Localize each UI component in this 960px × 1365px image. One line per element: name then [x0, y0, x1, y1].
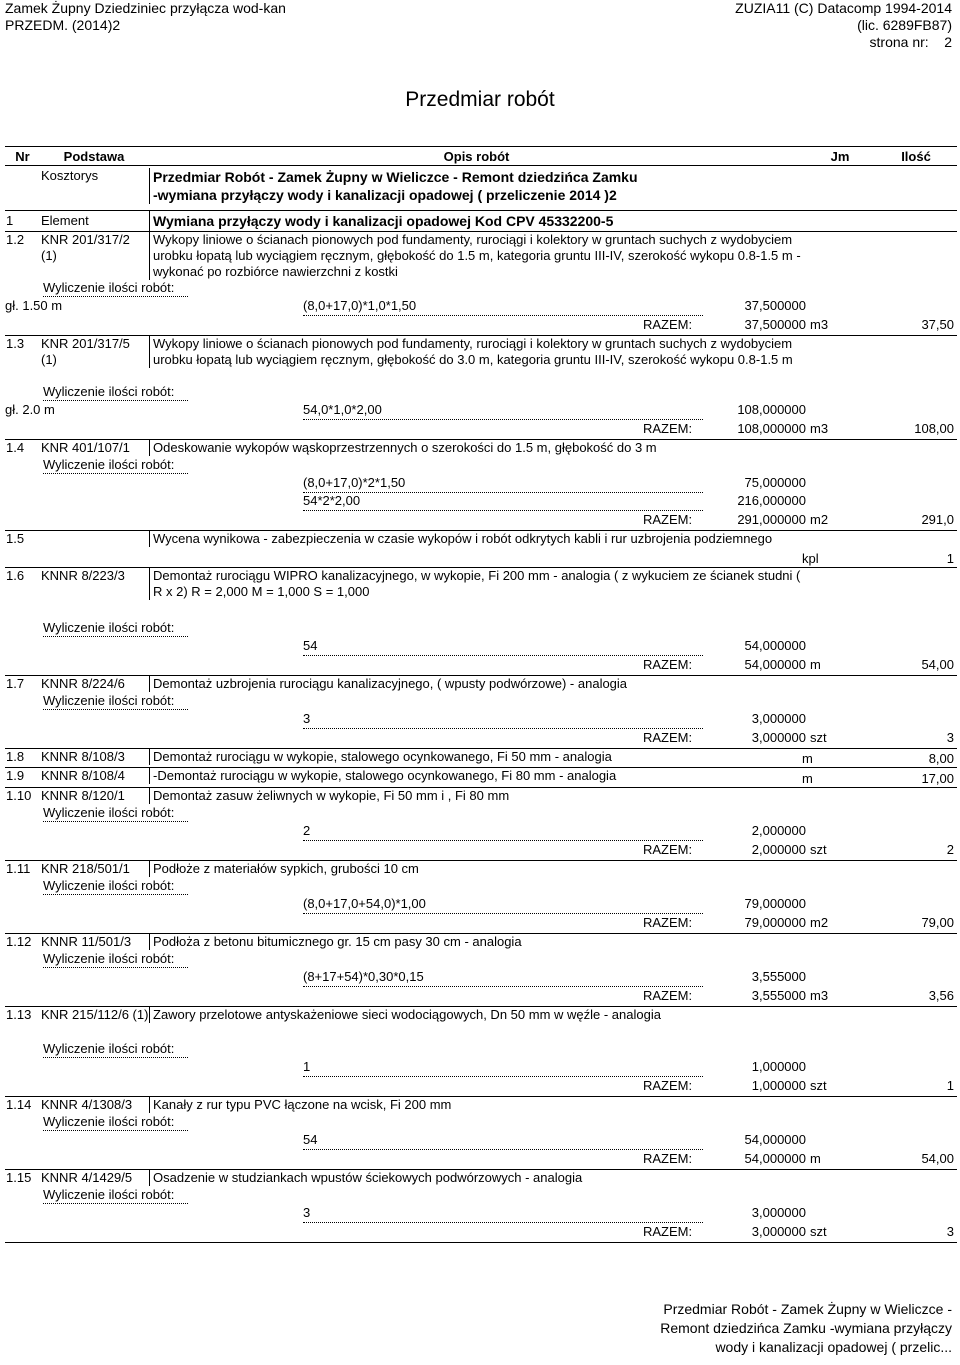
calc-line	[5, 1058, 957, 1076]
item-nr: 1.13	[6, 1007, 32, 1022]
col-ilosc: Ilość	[901, 148, 931, 164]
razem-ilosc: 3	[946, 730, 954, 745]
razem-row	[5, 315, 957, 335]
table-row	[5, 1170, 957, 1243]
calc-value: 79,000000	[744, 896, 806, 911]
razem-label: RAZEM:	[643, 421, 693, 436]
razem-label: RAZEM:	[643, 512, 693, 527]
item-opis: Demontaż zasuw żeliwnych w wykopie, Fi 50 mm i , Fi 80 mm	[149, 788, 802, 804]
item-opis: -Demontaż rurociągu w wykopie, stalowego ocynkowanego, Fi 80 mm - analogia	[149, 768, 802, 784]
calc-formula: (8+17+54)*0,30*0,15	[303, 968, 703, 987]
calc-label: Wyliczenie ilości robót:	[43, 805, 188, 822]
calc-line	[5, 297, 957, 315]
calc-formula: 1	[303, 1058, 703, 1077]
item-nr: 1.10	[6, 788, 32, 803]
calc-value: 108,000000	[737, 402, 806, 417]
item-ilosc: 8,00	[928, 751, 954, 766]
table-row	[5, 676, 957, 749]
calc-label: Wyliczenie ilości robót:	[43, 620, 188, 637]
page-title: Przedmiar robót	[405, 88, 555, 111]
calc-label: Wyliczenie ilości robót:	[43, 693, 188, 710]
calc-label: Wyliczenie ilości robót:	[43, 1041, 188, 1058]
table-row	[5, 1007, 957, 1097]
item-nr: 1.12	[6, 934, 32, 949]
razem-ilosc: 2	[946, 842, 954, 857]
item-opis: Wykopy liniowe o ścianach pionowych pod fundamenty, rurociągi i kolektory w gruntach suchych z wydobyciem urobku łopatą lub wyciągiem ręcznym, głębokość do 1.5 m, kategoria gruntu III-IV, szerokość wykopu 0.8-1.5 m - wykonać po rozbiórce nawierzchni z kostki	[149, 232, 802, 280]
footer-line-1: Przedmiar Robót - Zamek Żupny w Wieliczce -	[663, 1301, 952, 1317]
calc-value: 75,000000	[744, 475, 806, 490]
item-nr: 1.2	[6, 232, 25, 247]
table-row	[5, 232, 957, 336]
item-opis: Kanały z rur typu PVC łączone na wcisk, Fi 200 mm	[149, 1097, 802, 1113]
table-row	[5, 934, 957, 1007]
razem-row	[5, 728, 957, 748]
item-nr: 1.6	[6, 568, 25, 583]
razem-row	[5, 913, 957, 933]
item-opis: Demontaż rurociągu w wykopie, stalowego ocynkowanego, Fi 50 mm - analogia	[149, 749, 802, 765]
element-row	[5, 211, 957, 232]
razem-row	[5, 1076, 957, 1096]
col-podstawa: Podstawa	[63, 148, 125, 164]
kosztorys-label: Kosztorys	[41, 168, 99, 183]
table-row	[5, 568, 957, 676]
razem-unit: m3	[810, 317, 829, 332]
item-nr: 1.15	[6, 1170, 32, 1185]
razem-value: 3,000000	[703, 728, 806, 749]
header-project-name: Zamek Żupny Dziedziniec przyłącza wod-kan	[5, 0, 286, 16]
footer-line-3: wody i kanalizacji opadowej ( przelic...	[715, 1339, 952, 1355]
razem-label: RAZEM:	[643, 317, 693, 332]
table-row	[5, 531, 957, 568]
item-jm: m	[802, 771, 813, 786]
item-podstawa: KNR 218/501/1	[41, 861, 130, 876]
col-opis: Opis robót	[443, 148, 510, 164]
razem-value: 3,000000	[703, 1222, 806, 1243]
item-nr: 1.8	[6, 749, 25, 764]
razem-value: 79,000000	[703, 913, 806, 934]
calc-formula: (8,0+17,0)*1,0*1,50	[303, 297, 703, 316]
table-row	[5, 336, 957, 440]
item-podstawa: KNNR 8/108/4	[41, 768, 125, 783]
razem-value: 2,000000	[703, 840, 806, 861]
calc-value: 1,000000	[751, 1059, 806, 1074]
razem-value: 108,000000	[703, 419, 806, 440]
item-podstawa: KNNR 4/1308/3	[41, 1097, 133, 1112]
calc-line	[5, 710, 957, 728]
element-label: Element	[41, 213, 89, 228]
calc-line	[5, 822, 957, 840]
kosztorys-title-1: Przedmiar Robót - Zamek Żupny w Wieliczce - Remont dziedzińca Zamku	[153, 169, 638, 185]
razem-row	[5, 1222, 957, 1242]
razem-unit: m3	[810, 421, 829, 436]
item-opis: Wycena wynikowa - zabezpieczenia w czasie wykopów i robót odkrytych kabli i rur uzbrojenia podziemnego	[149, 531, 802, 547]
calc-formula: 2	[303, 822, 703, 841]
przedmiar-table	[5, 146, 957, 1243]
razem-label: RAZEM:	[643, 730, 693, 745]
table-row	[5, 788, 957, 861]
table-row	[5, 768, 957, 788]
item-opis: Podłoża z betonu bitumicznego gr. 15 cm pasy 30 cm - analogia	[149, 934, 802, 950]
razem-ilosc: 54,00	[921, 657, 954, 672]
element-description: Wymiana przyłączy wody i kanalizacji opadowej Kod CPV 45332200-5	[149, 211, 957, 231]
calc-value: 54,000000	[744, 1132, 806, 1147]
razem-ilosc: 108,00	[914, 421, 954, 436]
razem-unit: szt	[810, 1224, 827, 1239]
razem-unit: szt	[810, 1078, 827, 1093]
row-separator	[5, 1242, 957, 1243]
item-nr: 1.14	[6, 1097, 32, 1112]
table-row	[5, 440, 957, 531]
footer-line-2: Remont dziedzińca Zamku -wymiana przyłączy	[660, 1320, 952, 1336]
razem-label: RAZEM:	[643, 842, 693, 857]
calc-value: 54,000000	[744, 638, 806, 653]
razem-value: 54,000000	[703, 655, 806, 676]
calc-value: 3,000000	[751, 711, 806, 726]
kosztorys-row	[5, 166, 957, 211]
razem-unit: m	[810, 1151, 821, 1166]
item-podstawa: KNNR 8/223/3	[41, 568, 125, 583]
razem-row	[5, 986, 957, 1006]
page-footer	[660, 1300, 952, 1357]
item-ilosc: 1	[946, 551, 954, 566]
razem-unit: szt	[810, 842, 827, 857]
item-nr: 1.11	[6, 861, 31, 876]
header-page-number: strona nr: 2	[869, 34, 952, 50]
item-podstawa: KNNR 8/108/3	[41, 749, 125, 764]
header-file-name: PRZEDM. (2014)2	[5, 17, 121, 33]
element-nr: 1	[6, 213, 14, 228]
item-opis: Zawory przelotowe antyskażeniowe sieci wodociągowych, Dn 50 mm w węźle - analogia	[149, 1007, 802, 1023]
item-podstawa: KNNR 4/1429/5	[41, 1170, 133, 1185]
calc-location: gł. 1.50 m	[5, 298, 63, 313]
calc-label: Wyliczenie ilości robót:	[43, 280, 188, 297]
razem-ilosc: 54,00	[921, 1151, 954, 1166]
calc-label: Wyliczenie ilości robót:	[43, 1114, 188, 1131]
calc-formula: 3	[303, 1204, 703, 1223]
item-podstawa: KNNR 11/501/3	[41, 934, 132, 949]
calc-formula: 54	[303, 637, 703, 656]
calc-formula: 54	[303, 1131, 703, 1150]
calc-line	[5, 968, 957, 986]
razem-unit: m2	[810, 915, 829, 930]
razem-label: RAZEM:	[643, 657, 693, 672]
item-opis: Demontaż uzbrojenia rurociągu kanalizacyjnego, ( wpusty podwórzowe) - analogia	[149, 676, 802, 692]
item-jm: m	[802, 751, 813, 766]
razem-row	[5, 510, 957, 530]
item-list	[5, 232, 957, 1243]
header-license: (lic. 6289FB87)	[857, 17, 952, 33]
razem-row	[5, 840, 957, 860]
item-ilosc: 17,00	[921, 771, 954, 786]
calc-value: 216,000000	[737, 493, 806, 508]
calc-line	[5, 1131, 957, 1149]
item-podstawa: KNNR 8/224/6	[41, 676, 125, 691]
razem-row	[5, 655, 957, 675]
item-opis: Wykopy liniowe o ścianach pionowych pod fundamenty, rurociągi i kolektory w gruntach suchych z wydobyciem urobku łopatą lub wyciągiem ręcznym, głębokość do 3.0 m, kategoria gruntu III-IV, szerokość wykopu 0.8-1.5 m	[149, 336, 802, 368]
page-header-left	[5, 0, 286, 34]
item-podstawa: KNR 201/317/2 (1)	[41, 232, 130, 263]
razem-label: RAZEM:	[643, 1224, 693, 1239]
item-nr: 1.7	[6, 676, 25, 691]
table-row	[5, 1097, 957, 1170]
calc-line	[5, 895, 957, 913]
calc-formula: (8,0+17,0+54,0)*1,00	[303, 895, 703, 914]
calc-value: 3,000000	[751, 1205, 806, 1220]
calc-formula: 54,0*1,0*2,00	[303, 401, 703, 420]
item-opis: Podłoże z materiałów sypkich, grubości 10 cm	[149, 861, 802, 877]
calc-line	[5, 474, 957, 492]
razem-unit: m	[810, 657, 821, 672]
razem-value: 54,000000	[703, 1149, 806, 1170]
razem-label: RAZEM:	[643, 988, 693, 1003]
razem-label: RAZEM:	[643, 1078, 693, 1093]
razem-ilosc: 37,50	[921, 317, 954, 332]
col-jm: Jm	[830, 148, 850, 164]
razem-ilosc: 291,0	[921, 512, 954, 527]
item-opis: Odeskowanie wykopów wąskoprzestrzennych o szerokości do 1.5 m, głębokość do 3 m	[149, 440, 802, 456]
calc-line	[5, 1204, 957, 1222]
razem-label: RAZEM:	[643, 915, 693, 930]
calc-value: 2,000000	[751, 823, 806, 838]
calc-formula: (8,0+17,0)*2*1,50	[303, 474, 703, 493]
razem-ilosc: 3	[946, 1224, 954, 1239]
razem-ilosc: 1	[946, 1078, 954, 1093]
calc-label: Wyliczenie ilości robót:	[43, 951, 188, 968]
razem-row	[5, 1149, 957, 1169]
item-nr: 1.9	[6, 768, 25, 783]
item-podstawa: KNR 215/112/6 (1)	[41, 1007, 149, 1022]
razem-value: 291,000000	[703, 510, 806, 531]
calc-label: Wyliczenie ilości robót:	[43, 1187, 188, 1204]
calc-line	[5, 637, 957, 655]
item-opis: Demontaż rurociągu WIPRO kanalizacyjnego, w wykopie, Fi 200 mm - analogia ( z wykuciem ze ścianek studni ( R x 2) R = 2,000 M = 1,000 S = 1,000	[149, 568, 802, 600]
page-header-right	[735, 0, 952, 51]
razem-ilosc: 79,00	[921, 915, 954, 930]
table-row	[5, 749, 957, 768]
item-podstawa: KNR 401/107/1	[41, 440, 130, 455]
razem-label: RAZEM:	[643, 1151, 693, 1166]
item-nr: 1.3	[6, 336, 25, 351]
item-podstawa: KNR 201/317/5 (1)	[41, 336, 130, 367]
calc-value: 3,555000	[751, 969, 806, 984]
header-software: ZUZIA11 (C) Datacomp 1994-2014	[735, 0, 952, 16]
razem-unit: m3	[810, 988, 829, 1003]
calc-label: Wyliczenie ilości robót:	[43, 878, 188, 895]
razem-value: 37,500000	[703, 315, 806, 336]
calc-label: Wyliczenie ilości robót:	[43, 457, 188, 474]
razem-value: 1,000000	[703, 1076, 806, 1097]
table-header	[5, 146, 957, 166]
calc-formula: 3	[303, 710, 703, 729]
kosztorys-title-2: -wymiana przyłączy wody i kanalizacji opadowej ( przeliczenie 2014 )2	[153, 187, 617, 203]
item-jm: kpl	[802, 551, 819, 566]
calc-line	[5, 492, 957, 510]
calc-location: gł. 2.0 m	[5, 402, 55, 417]
calc-line	[5, 401, 957, 419]
item-opis: Osadzenie w studziankach wpustów ściekowych podwórzowych - analogia	[149, 1170, 802, 1186]
razem-unit: m2	[810, 512, 829, 527]
calc-value: 37,500000	[744, 298, 806, 313]
razem-value: 3,555000	[703, 986, 806, 1007]
item-podstawa: KNNR 8/120/1	[41, 788, 125, 803]
item-nr: 1.5	[6, 531, 25, 546]
calc-label: Wyliczenie ilości robót:	[43, 384, 188, 401]
col-nr: Nr	[15, 148, 30, 164]
razem-row	[5, 419, 957, 439]
item-nr: 1.4	[6, 440, 25, 455]
table-row	[5, 861, 957, 934]
razem-ilosc: 3,56	[928, 988, 954, 1003]
razem-unit: szt	[810, 730, 827, 745]
calc-formula: 54*2*2,00	[303, 492, 703, 511]
